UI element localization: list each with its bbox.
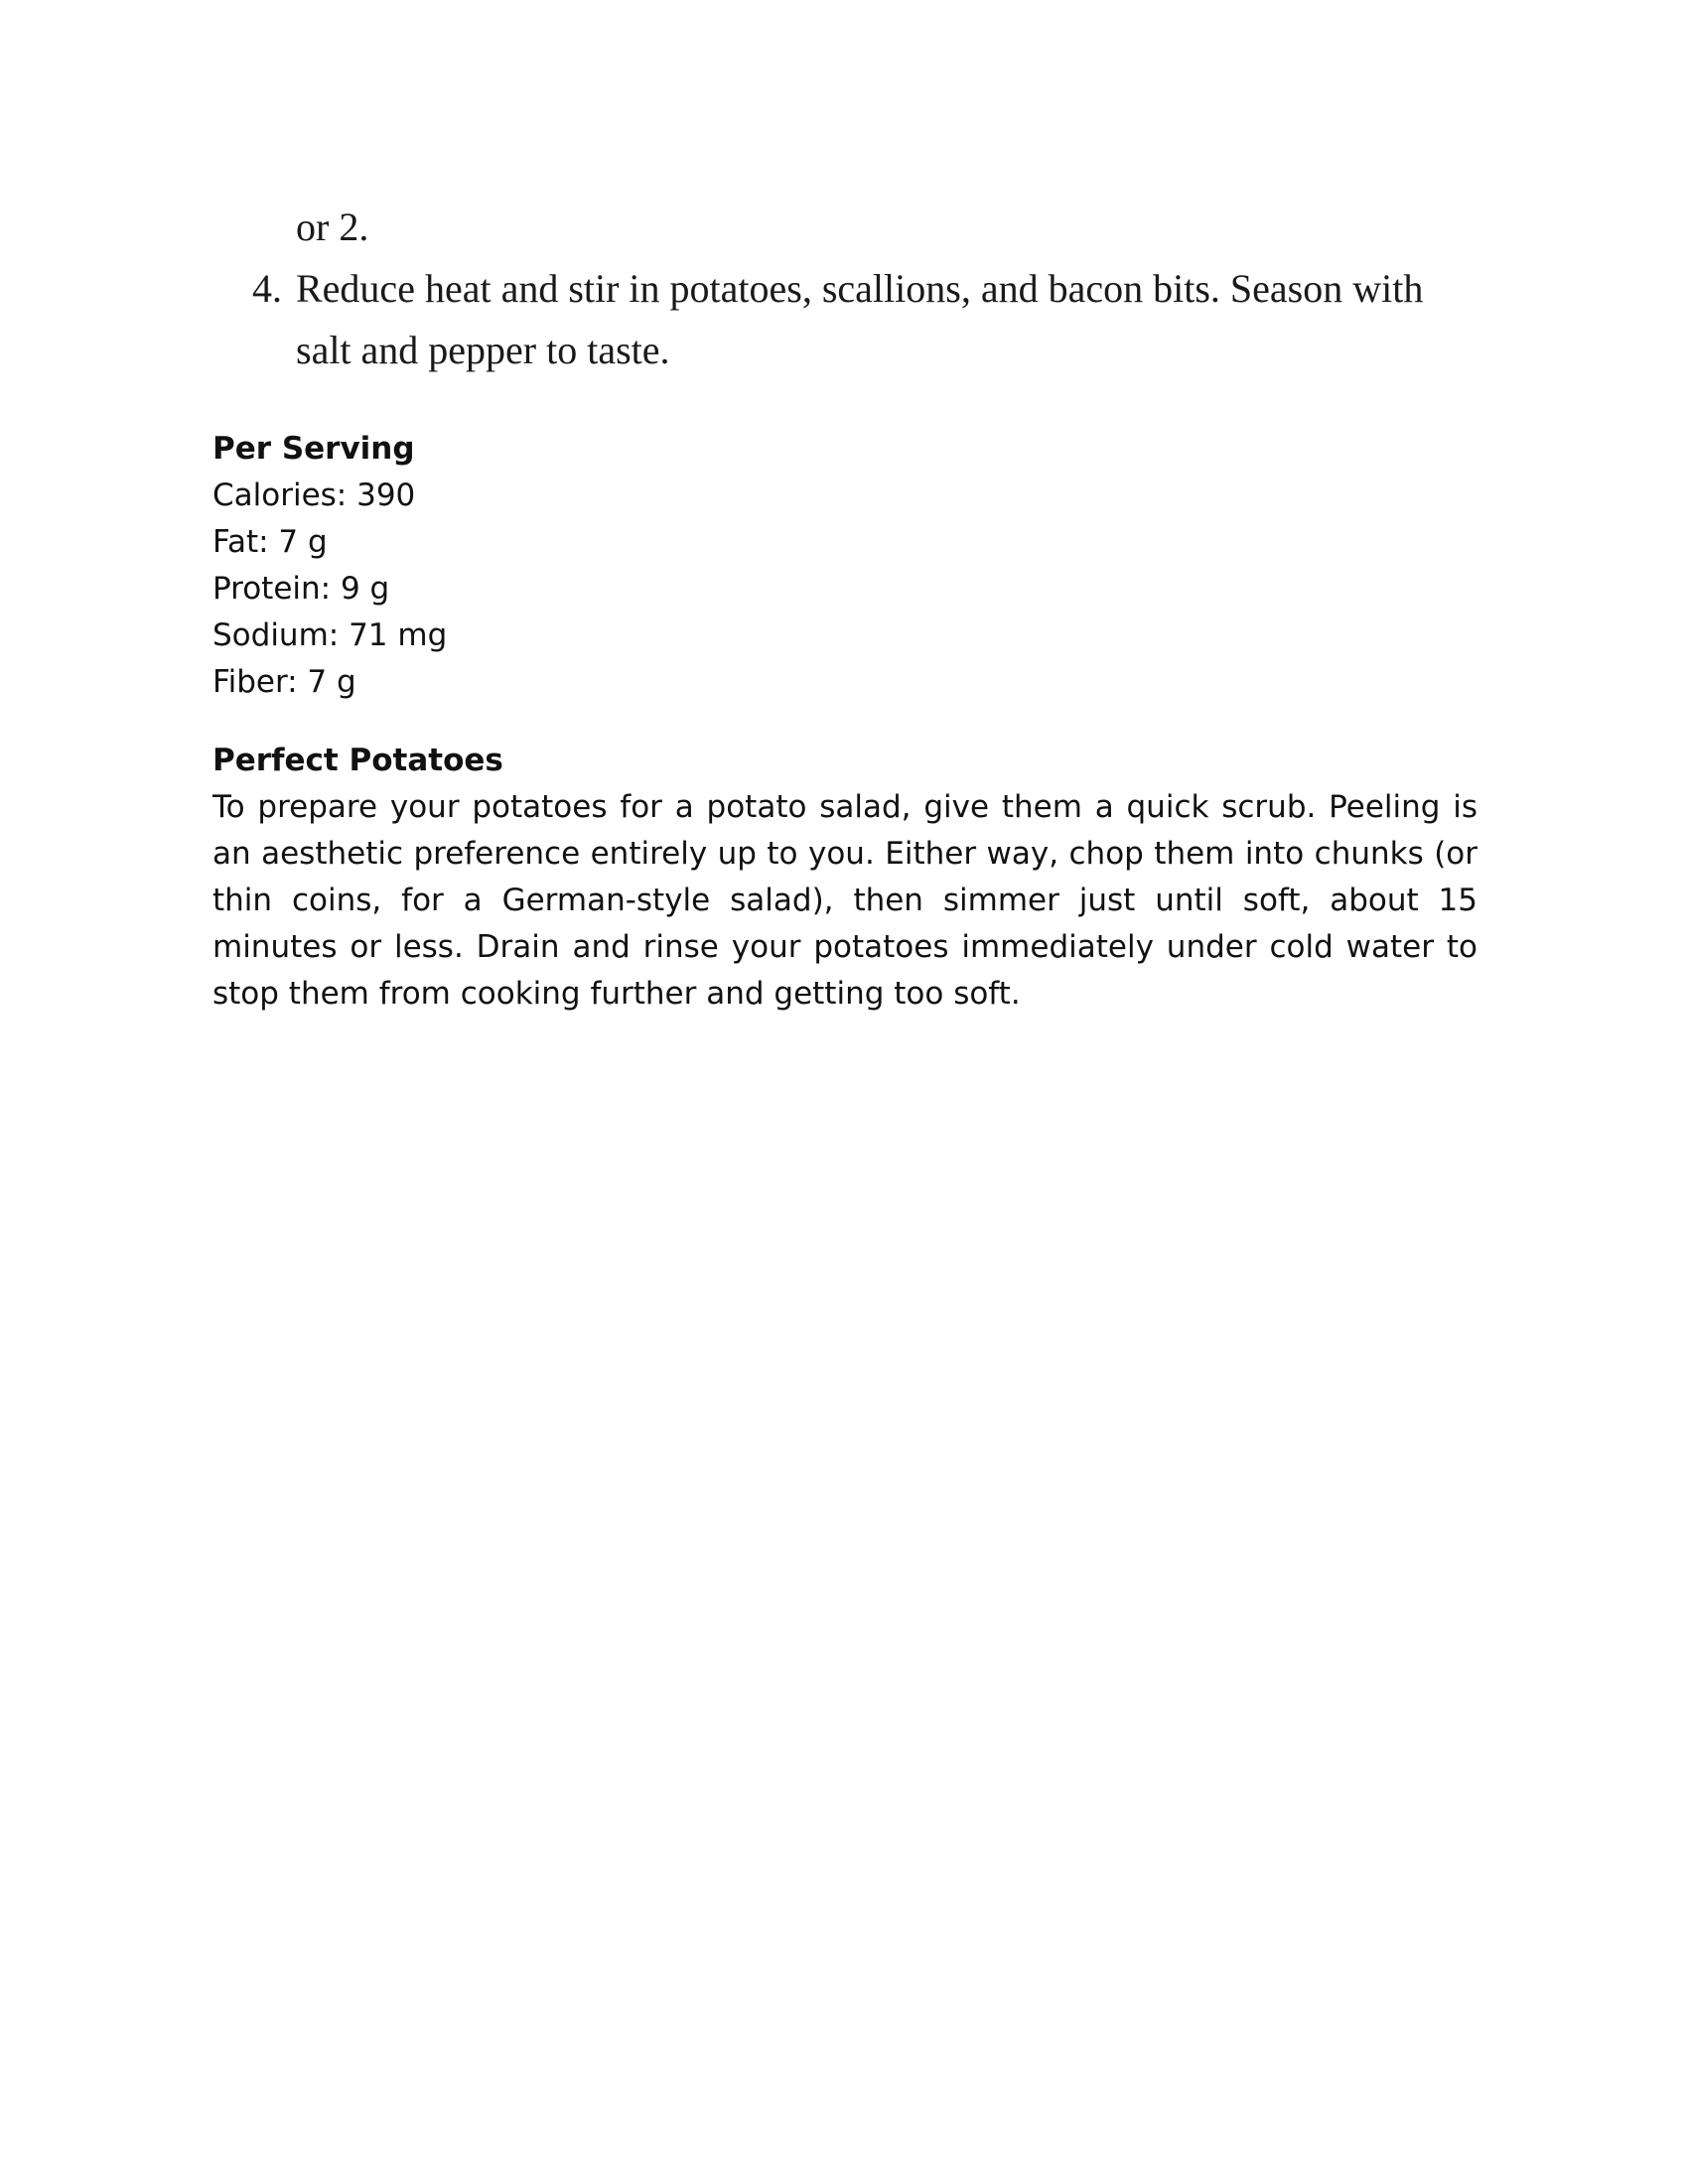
per-serving-section: [212, 426, 1477, 706]
nutrition-sodium: Sodium: 71 mg: [212, 617, 448, 653]
nutrition-protein: Protein: 9 g: [212, 571, 390, 607]
step-4-number: 4.: [252, 266, 282, 311]
perfect-potatoes-heading: Perfect Potatoes: [212, 743, 503, 778]
nutrition-fiber: Fiber: 7 g: [212, 664, 356, 700]
nutrition-fat: Fat: 7 g: [212, 524, 328, 560]
perfect-potatoes-section: [212, 738, 1477, 1018]
per-serving-heading: Per Serving: [212, 431, 415, 467]
perfect-potatoes-body: To prepare your potatoes for a potato salad, give them a quick scrub. Peeling is an aesthetic preference entirely up to you. Either way, chop them into chunks (or thin coins, for a German-style salad), then simmer just until soft, about 15 minutes or less. Drain and rinse your potatoes immediately under cold water to stop them from cooking further and getting too soft.: [212, 789, 1477, 1012]
step-continuation: or 2.: [296, 205, 369, 249]
step-4: [212, 258, 1477, 381]
step-4-text: Reduce heat and stir in potatoes, scallions, and bacon bits. Season with salt and pepper to taste.: [296, 266, 1424, 372]
instruction-steps: [212, 197, 1477, 381]
nutrition-calories: Calories: 390: [212, 478, 416, 513]
